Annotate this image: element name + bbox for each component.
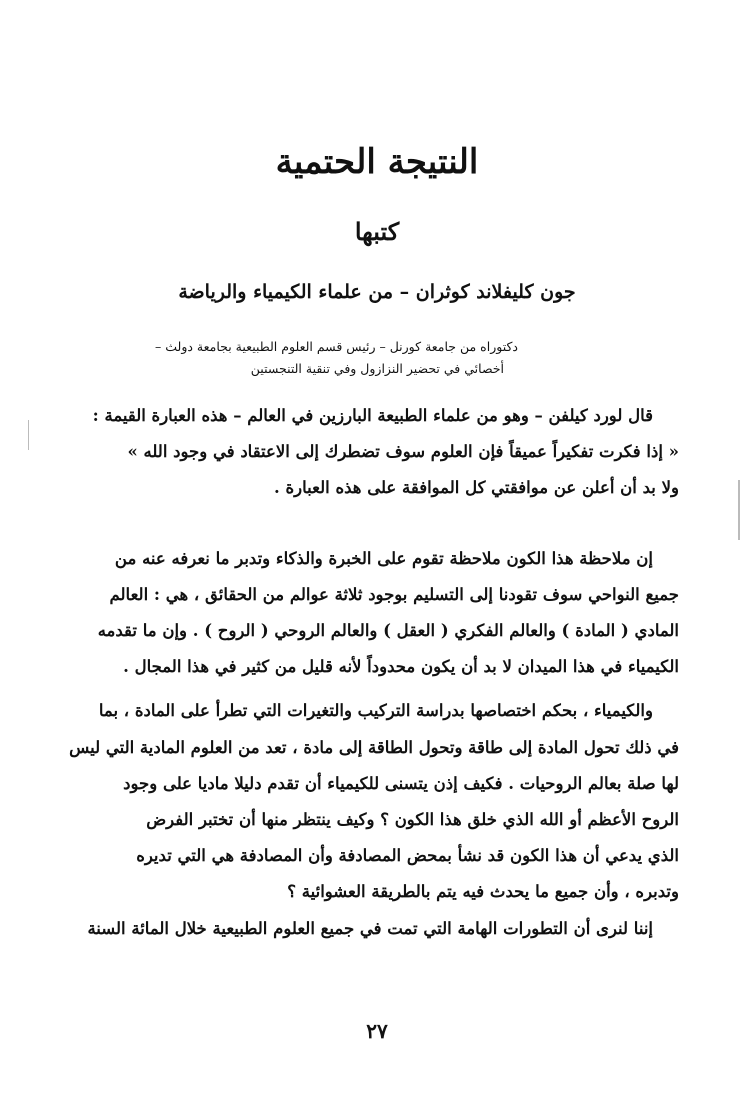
author-line: جون كليفلاند كوثران – من علماء الكيمياء والرياضة bbox=[178, 281, 576, 303]
margin-mark bbox=[28, 420, 29, 450]
article-body bbox=[69, 398, 679, 947]
paragraph-4 bbox=[69, 911, 679, 947]
page-number: ٢٧ bbox=[366, 1019, 388, 1043]
text-line: الروح الأعظم أو الله الذي خلق هذا الكون ؟ وكيف ينتظر منها أن تختبر الفرض bbox=[146, 810, 679, 830]
margin-mark bbox=[738, 480, 740, 540]
text-line: الذي يدعي أن هذا الكون قد نشأ بمحض المصادفة وأن المصادفة هي التي تديره bbox=[136, 846, 679, 866]
paragraph-3 bbox=[69, 693, 679, 910]
credential-line: دكتوراه من جامعة كورنل – رئيس قسم العلوم الطبيعية بجامعة دولث – bbox=[155, 339, 518, 354]
text-line: ولا بد أن أعلن عن موافقتي كل الموافقة على هذه العبارة . bbox=[274, 478, 679, 498]
text-line: والكيمياء ، بحكم اختصاصها بدراسة التركيب والتغيرات التي تطرأ على المادة ، بما bbox=[98, 701, 653, 721]
text-line: قال لورد كيلفن – وهو من علماء الطبيعة البارزين في العالم – هذه العبارة القيمة : bbox=[92, 406, 653, 425]
chapter-title: النتيجة الحتمية bbox=[275, 142, 479, 182]
credential-line: أخصائي في تحضير النزازول وفي تنقية التنجستين bbox=[250, 361, 504, 376]
byline-label: كتبها bbox=[354, 217, 400, 246]
text-line: لها صلة بعالم الروحيات . فكيف إذن يتسنى للكيمياء أن تقدم دليلا ماديا على وجود bbox=[123, 773, 679, 793]
paragraph-2 bbox=[69, 541, 679, 686]
author-credentials bbox=[155, 336, 518, 380]
text-line: جميع النواحي سوف تقودنا إلى التسليم بوجود ثلاثة عوالم من الحقائق ، هي : العالم bbox=[109, 584, 679, 604]
text-line: المادي ( المادة ) والعالم الفكري ( العقل ) والعالم الروحي ( الروح ) . وإن ما تقدمه bbox=[97, 621, 679, 641]
text-line: في ذلك تحول المادة إلى طاقة وتحول الطاقة إلى مادة ، تعد من العلوم المادية التي ليس bbox=[69, 737, 679, 757]
text-line: وتدبره ، وأن جميع ما يحدث فيه يتم بالطريقة العشوائية ؟ bbox=[287, 882, 679, 902]
text-line: الكيمياء في هذا الميدان لا بد أن يكون محدوداً لأنه قليل من كثير في هذا المجال . bbox=[123, 657, 679, 677]
text-line: إن ملاحظة هذا الكون ملاحظة تقوم على الخبرة والذكاء وتدبر ما نعرفه عنه من bbox=[114, 548, 653, 568]
text-line: إننا لنرى أن التطورات الهامة التي تمت في جميع العلوم الطبيعية خلال المائة السنة bbox=[87, 918, 653, 938]
paragraph-1 bbox=[69, 398, 679, 507]
text-line: « إذا فكرت تفكيراً عميقاً فإن العلوم سوف تضطرك إلى الاعتقاد في وجود الله » bbox=[127, 442, 679, 462]
